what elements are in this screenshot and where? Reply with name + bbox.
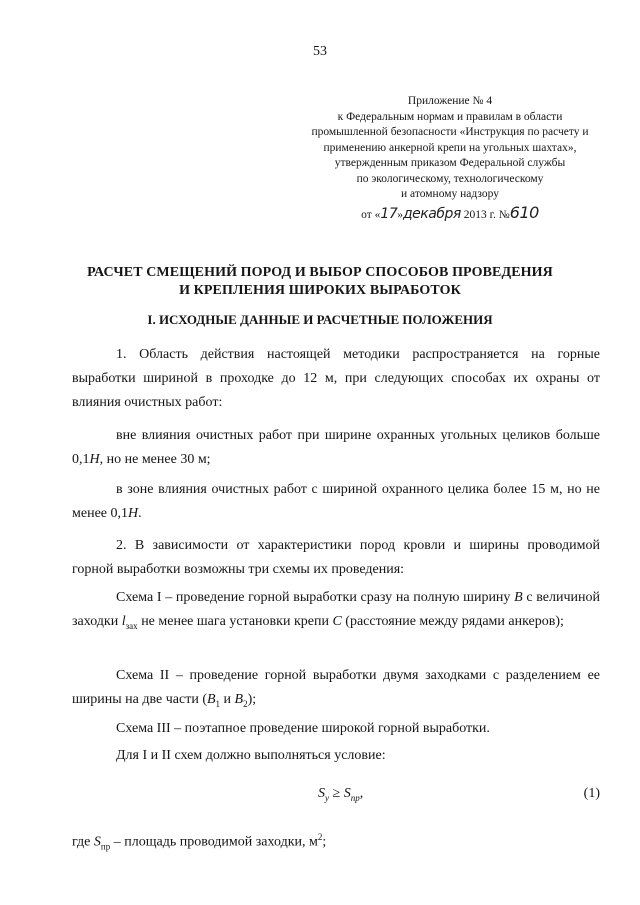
appendix-date-line [300, 202, 600, 224]
subscript: 2 [243, 698, 248, 709]
appendix-line: и атомному надзору [401, 188, 499, 200]
section-heading: I. ИСХОДНЫЕ ДАННЫЕ И РАСЧЕТНЫЕ ПОЛОЖЕНИЯ [147, 312, 493, 327]
subscript: 1 [215, 698, 221, 709]
symbol-s: S [93, 834, 101, 850]
eq-sub: у [325, 792, 329, 803]
text-run: Схема I – проведение горной выработки сразу на полную ширину [116, 590, 515, 605]
page-number: 53 [313, 44, 327, 59]
paragraph-1 [72, 343, 600, 415]
paragraph-3-text [72, 478, 600, 526]
text-run: . [138, 506, 142, 521]
superscript: 2 [317, 832, 323, 842]
text-run: Схема II – проведение горной выработки двумя заходками с разделением ее ширины на две части ( [72, 668, 600, 707]
paragraph-5-text [72, 586, 600, 638]
paragraph-6-text [72, 664, 600, 716]
text-run: вне влияния очистных работ при ширине охранных угольных целиков больше 0,1 [72, 428, 600, 467]
appendix-line: по экологическому, технологическому [356, 172, 544, 185]
paragraph-5 [72, 586, 600, 638]
eq-tail: , [359, 786, 364, 801]
eq-sub: пр [350, 792, 360, 803]
text-run: не менее шага установки крепи [137, 614, 333, 629]
date-year: 2013 г. № [463, 208, 510, 221]
text-run: в зоне влияния очистных работ с шириной охранного целика более 15 м, но не менее 0,1 [72, 482, 600, 521]
appendix-line: к Федеральным нормам и правилам в области [337, 110, 563, 123]
eq-sym: S [343, 786, 351, 801]
document-title [0, 264, 640, 300]
handwritten-day: 17 [380, 205, 398, 222]
symbol-h: H [89, 452, 100, 467]
subscript: зах [125, 620, 138, 631]
handwritten-month: декабря [402, 205, 461, 222]
date-mid: » [397, 208, 403, 221]
text-run: ); [247, 692, 257, 707]
text-run: (расстояние между рядами анкеров); [341, 614, 564, 629]
appendix-line: промышленной безопасности «Инструкция по расчету и [311, 126, 589, 138]
symbol-h: H [128, 506, 139, 521]
subscript: пр [100, 841, 111, 852]
equation-formula [318, 786, 363, 803]
symbol-c: C [332, 614, 342, 629]
paragraph-4 [72, 534, 600, 582]
paragraph-7-text: Схема III – поэтапное проведение широкой горной выработки. [116, 721, 490, 736]
paragraph-8 [72, 744, 600, 768]
equation-number: (1) [583, 786, 600, 801]
text-run: ; [322, 834, 327, 850]
title-line-2: И КРЕПЛЕНИЯ ШИРОКИХ ВЫРАБОТОК [179, 283, 461, 298]
paragraph-2 [72, 424, 600, 472]
where-clause [72, 832, 326, 851]
paragraph-6 [72, 664, 600, 716]
symbol-l: l [121, 614, 126, 629]
eq-sym: S [318, 786, 325, 801]
text-run: и [220, 692, 235, 707]
paragraph-3 [72, 478, 600, 526]
text-run: где [72, 834, 94, 850]
paragraph-7 [72, 717, 600, 741]
appendix-line: утвержденным приказом Федеральной службы [334, 157, 566, 169]
appendix-line: Приложение № 4 [407, 95, 493, 107]
paragraph-2-text [72, 424, 600, 472]
date-prefix: от « [361, 208, 381, 221]
paragraph-4-text: 2. В зависимости от характеристики пород кровли и ширины проводимой горной выработки возможны три схемы их проведения: [72, 538, 600, 577]
symbol-b1: B [206, 692, 216, 707]
symbol-b: B [514, 590, 523, 605]
symbol-b2: B [234, 692, 244, 707]
title-line-1: РАСЧЕТ СМЕЩЕНИЙ ПОРОД И ВЫБОР СПОСОБОВ ПРОВЕДЕНИЯ [87, 265, 553, 280]
eq-op: ≥ [329, 786, 344, 801]
text-run: – площадь проводимой заходки, м [110, 834, 318, 850]
appendix-header [300, 94, 600, 223]
handwritten-order-number: 610 [509, 202, 539, 222]
paragraph-1-text: 1. Область действия настоящей методики распространяется на горные выработки шириной в проходке до 12 м, при следующих способах их охраны от влияния очистных работ: [72, 347, 600, 410]
text-run: с величиной заходки [72, 590, 600, 629]
text-run: , но не менее 30 м; [99, 452, 211, 467]
appendix-line: применению анкерной крепи на угольных шахтах», [323, 141, 577, 154]
paragraph-8-text: Для I и II схем должно выполняться условие: [116, 748, 386, 763]
